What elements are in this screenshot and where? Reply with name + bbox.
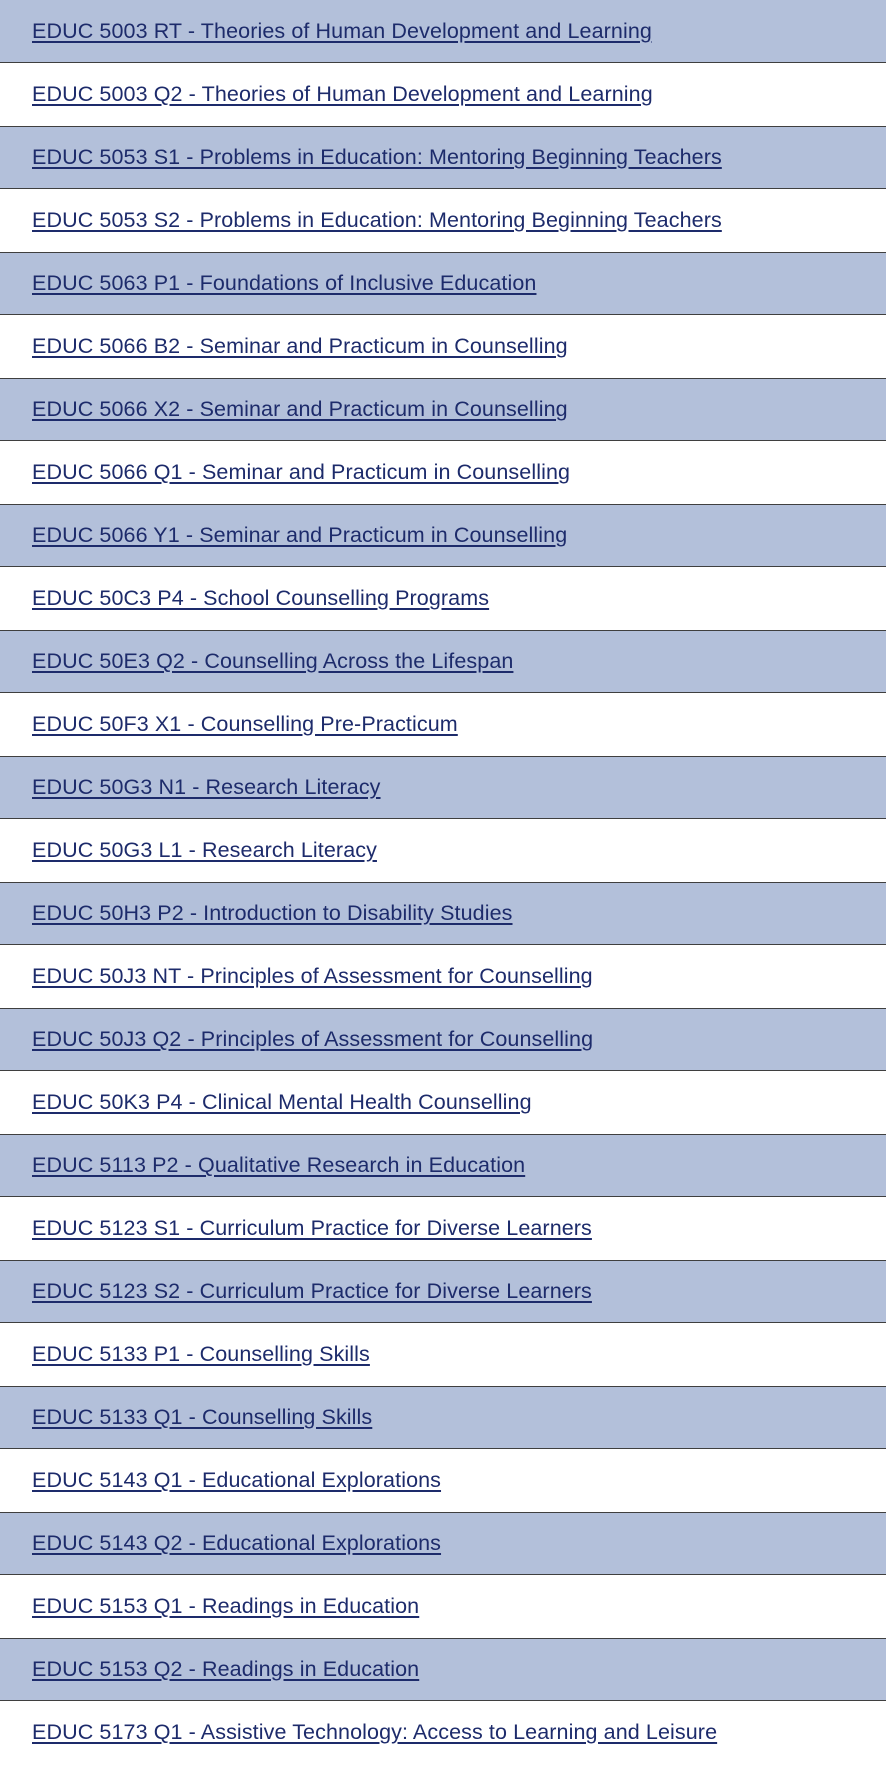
course-row[interactable]	[0, 567, 886, 630]
course-row[interactable]	[0, 882, 886, 945]
course-row[interactable]	[0, 1701, 886, 1764]
course-row[interactable]	[0, 1134, 886, 1197]
course-row[interactable]	[0, 504, 886, 567]
course-row[interactable]	[0, 630, 886, 693]
course-row[interactable]	[0, 441, 886, 504]
course-link[interactable]: EDUC 5066 Q1 - Seminar and Practicum in Counselling	[32, 460, 571, 485]
course-row[interactable]	[0, 1638, 886, 1701]
course-link[interactable]: EDUC 5123 S2 - Curriculum Practice for Diverse Learners	[32, 1279, 592, 1304]
course-link[interactable]: EDUC 5003 RT - Theories of Human Development and Learning	[32, 18, 652, 43]
course-link[interactable]: EDUC 5153 Q1 - Readings in Education	[32, 1594, 420, 1619]
course-link[interactable]: EDUC 5066 Y1 - Seminar and Practicum in Counselling	[32, 523, 568, 548]
course-row[interactable]	[0, 1575, 886, 1638]
course-row[interactable]	[0, 1512, 886, 1575]
course-row[interactable]	[0, 1323, 886, 1386]
course-link[interactable]: EDUC 5143 Q2 - Educational Explorations	[32, 1531, 442, 1556]
course-row[interactable]	[0, 1449, 886, 1512]
course-row[interactable]	[0, 1008, 886, 1071]
course-link[interactable]: EDUC 50C3 P4 - School Counselling Programs	[32, 586, 490, 611]
course-row[interactable]	[0, 189, 886, 252]
course-link[interactable]: EDUC 5133 Q1 - Counselling Skills	[32, 1405, 373, 1430]
course-link[interactable]: EDUC 5143 Q1 - Educational Explorations	[32, 1468, 442, 1493]
course-link[interactable]: EDUC 50K3 P4 - Clinical Mental Health Counselling	[32, 1090, 532, 1115]
course-row[interactable]	[0, 1197, 886, 1260]
course-link[interactable]: EDUC 5123 S1 - Curriculum Practice for Diverse Learners	[32, 1216, 592, 1241]
course-link[interactable]: EDUC 50G3 N1 - Research Literacy	[32, 775, 381, 800]
course-link[interactable]: EDUC 5113 P2 - Qualitative Research in Education	[32, 1153, 526, 1178]
course-link[interactable]: EDUC 5066 B2 - Seminar and Practicum in Counselling	[32, 334, 568, 359]
course-row[interactable]	[0, 1386, 886, 1449]
course-row[interactable]	[0, 1260, 886, 1323]
course-link[interactable]: EDUC 50E3 Q2 - Counselling Across the Lifespan	[32, 649, 514, 674]
course-row[interactable]	[0, 1071, 886, 1134]
course-link[interactable]: EDUC 5053 S1 - Problems in Education: Mentoring Beginning Teachers	[32, 145, 722, 170]
course-row[interactable]	[0, 819, 886, 882]
course-link[interactable]: EDUC 5153 Q2 - Readings in Education	[32, 1657, 420, 1682]
course-row[interactable]	[0, 252, 886, 315]
course-link[interactable]: EDUC 5053 S2 - Problems in Education: Mentoring Beginning Teachers	[32, 208, 722, 233]
course-row[interactable]	[0, 756, 886, 819]
course-row[interactable]	[0, 0, 886, 63]
course-row[interactable]	[0, 63, 886, 126]
course-link[interactable]: EDUC 50F3 X1 - Counselling Pre-Practicum	[32, 712, 458, 737]
course-row[interactable]	[0, 693, 886, 756]
course-link[interactable]: EDUC 5003 Q2 - Theories of Human Development and Learning	[32, 82, 653, 107]
course-row[interactable]	[0, 945, 886, 1008]
course-link[interactable]: EDUC 50G3 L1 - Research Literacy	[32, 838, 377, 863]
course-row[interactable]	[0, 315, 886, 378]
course-link[interactable]: EDUC 50H3 P2 - Introduction to Disability Studies	[32, 901, 513, 926]
course-link[interactable]: EDUC 5173 Q1 - Assistive Technology: Access to Learning and Leisure	[32, 1720, 718, 1745]
course-row[interactable]	[0, 378, 886, 441]
course-link[interactable]: EDUC 5066 X2 - Seminar and Practicum in Counselling	[32, 397, 568, 422]
course-link[interactable]: EDUC 5063 P1 - Foundations of Inclusive Education	[32, 271, 537, 296]
course-link[interactable]: EDUC 50J3 Q2 - Principles of Assessment for Counselling	[32, 1027, 594, 1052]
course-link[interactable]: EDUC 50J3 NT - Principles of Assessment for Counselling	[32, 964, 593, 989]
course-link[interactable]: EDUC 5133 P1 - Counselling Skills	[32, 1342, 370, 1367]
course-row[interactable]	[0, 126, 886, 189]
